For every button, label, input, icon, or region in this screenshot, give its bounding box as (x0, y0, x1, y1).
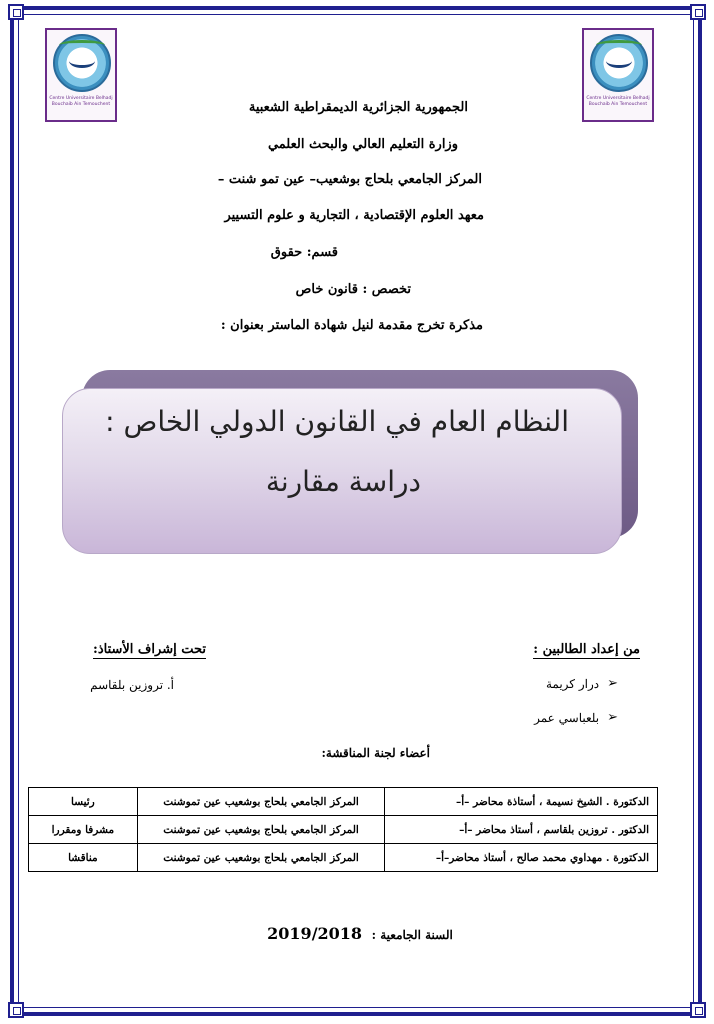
committee-institution: المركز الجامعي بلحاج بوشعيب عين تموشنت (137, 788, 385, 816)
committee-member: الدكتورة . الشيخ نسيمة ، أستاذة محاضر –أ– (385, 788, 658, 816)
supervisor-label: تحت إشراف الأستاذ: (93, 642, 206, 657)
academic-year-label: السنة الجامعية : (371, 928, 453, 942)
table-row (29, 816, 658, 844)
committee-member: الدكتورة . مهداوي محمد صالح ، أستاذ محاضر–أ– (385, 844, 658, 872)
committee-role: مشرفا ومقررا (29, 816, 138, 844)
students-label: من إعداد الطالبين : (533, 642, 640, 657)
border-corner-ornament (690, 1002, 706, 1018)
student-name: بلعباسي عمر (534, 710, 600, 725)
border-corner-ornament (8, 1002, 24, 1018)
olive-branch-icon (59, 40, 105, 50)
supervisor-name: أ. تروزين بلقاسم (90, 678, 174, 692)
committee-institution: المركز الجامعي بلحاج بوشعيب عين تموشنت (137, 816, 385, 844)
academic-year (240, 924, 480, 943)
logo-caption: Centre Universitaire Belhadj Bouchaib Ain Temouchent (49, 96, 113, 107)
header-department: قسم: حقوق (270, 245, 338, 260)
academic-year-value: 2019/2018 (267, 924, 363, 943)
header-institute: معهد العلوم الإقتصادية ، التجارية و علوم التسيير (224, 208, 484, 223)
thesis-title-line1: النظام العام في القانون الدولي الخاص : (105, 405, 569, 438)
table-row (29, 788, 658, 816)
border-corner-ornament (8, 4, 24, 20)
olive-branch-icon (596, 40, 642, 50)
committee-role: رئيسا (29, 788, 138, 816)
header-thesis-intro: مذكرة تخرج مقدمة لنيل شهادة الماستر بعنوان : (220, 318, 483, 333)
arrow-bullet-icon: ➢ (607, 676, 618, 691)
table-row (29, 844, 658, 872)
border-corner-ornament (690, 4, 706, 20)
student-name: درار كريمة (545, 676, 600, 691)
open-book-icon (606, 54, 632, 68)
committee-table (28, 787, 658, 872)
university-logo-left (45, 28, 117, 122)
student-item (534, 710, 618, 725)
arrow-bullet-icon: ➢ (607, 710, 618, 725)
thesis-title-line2: دراسة مقارنة (265, 465, 421, 498)
students-section (533, 638, 640, 657)
logo-caption: Centre Universitaire Belhadj Bouchaib Ain Temouchent (586, 96, 650, 107)
supervisor-section (93, 638, 206, 657)
committee-role: مناقشا (29, 844, 138, 872)
open-book-icon (69, 54, 95, 68)
thesis-title-box (62, 388, 622, 554)
student-item (546, 676, 618, 691)
university-logo-right (582, 28, 654, 122)
header-specialty: تخصص : قانون خاص (295, 282, 411, 297)
header-republic: الجمهورية الجزائرية الديمقراطية الشعبية (248, 100, 468, 115)
committee-member: الدكتور . تروزين بلقاسم ، أستاذ محاضر –أ– (385, 816, 658, 844)
header-university-center: المركز الجامعي بلحاج بوشعيب– عين تمو شنت – (217, 172, 482, 187)
header-ministry: وزارة التعليم العالي والبحث العلمي (267, 137, 458, 152)
committee-institution: المركز الجامعي بلحاج بوشعيب عين تموشنت (137, 844, 385, 872)
committee-label: أعضاء لجنة المناقشة: (321, 746, 430, 760)
